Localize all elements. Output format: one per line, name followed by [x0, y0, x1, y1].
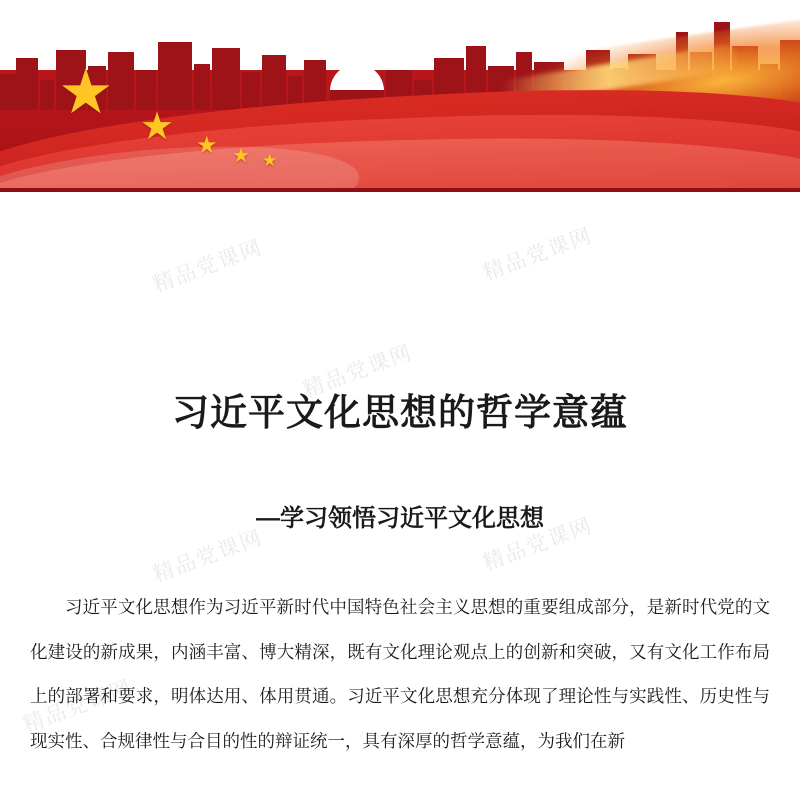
watermark: 精品党课网 — [480, 513, 596, 575]
star-small-3-icon: ★ — [262, 151, 278, 170]
document-content — [0, 192, 800, 764]
watermark: 精品党课网 — [300, 340, 416, 402]
star-small-1-icon: ★ — [196, 132, 218, 159]
page-title: 习近平文化思想的哲学意蕴 — [172, 392, 628, 433]
watermark: 精品党课网 — [150, 235, 266, 297]
watermark: 精品党课网 — [480, 223, 596, 285]
watermark: 精品党课网 — [20, 675, 136, 737]
body-paragraph: 习近平文化思想作为习近平新时代中国特色社会主义思想的重要组成部分，是新时代党的文化建设的新成果，内涵丰富、博大精深，既有文化理论观点上的创新和突破，又有文化工作布局上的部署和要求，明体达用、体用贯通。习近平文化思想充分体现了理论性与实践性、历史性与现实性、合规律性与合目的性的辩证统一，具有深厚的哲学意蕴，为我们在新 — [30, 597, 770, 751]
star-large-icon: ★ — [58, 58, 114, 127]
star-medium-icon: ★ — [140, 106, 175, 148]
page-subtitle: —学习领悟习近平文化思想 — [256, 505, 544, 532]
watermark: 精品党课网 — [150, 525, 266, 587]
star-small-2-icon: ★ — [232, 145, 250, 167]
header-banner — [0, 0, 800, 192]
